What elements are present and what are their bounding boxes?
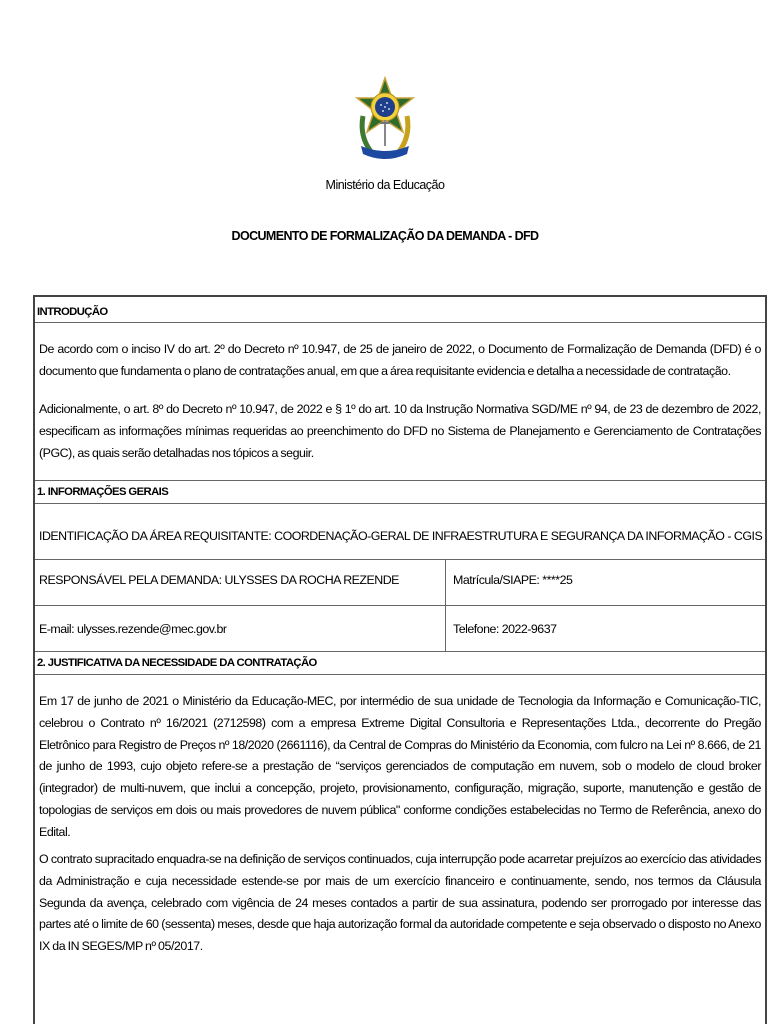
divider xyxy=(35,503,765,504)
intro-paragraph-1: De acordo com o inciso IV do art. 2º do Decreto nº 10.947, de 25 de janeiro de 2022, o Documento de Formalização de Demanda (DFD) é o documento que fundamenta o plano de contratações anual, em que a área requisitante evidencia e detalha a necessidade de contratação. xyxy=(39,342,761,378)
divider xyxy=(35,559,765,560)
divider xyxy=(35,322,765,323)
column-divider xyxy=(445,559,446,651)
section-heading-justificativa: 2. JUSTIFICATIVA DA NECESSIDADE DA CONTRATAÇÃO xyxy=(37,657,317,669)
justification-paragraph-1: Em 17 de junho de 2021 o Ministério da Educação-MEC, por intermédio de sua unidade de Tecnologia da Informação e Comunicação-TIC, celebrou o Contrato nº 16/2021 (2712598) com a empresa Extreme Digital Consultoria e Representações Ltda., decorrente do Pregão Eletrônico para Registro de Preços nº 18/2020 (2661116), da Central de Compras do Ministério da Economia, com fulcro na Lei nº 8.666, de 21 de junho de 1993, cujo objeto refere-se a prestação de “serviços gerenciados de computação em nuvem, sob o modelo de cloud broker (integrador) de multi-nuvem, que inclui a concepção, projeto, provisionamento, configuração, migração, suporte, manutenção e gestão de topologias de serviços em dois ou mais provedores de nuvem pública" conforme condições estabelecidas no Termo de Referência, anexo do Edital. xyxy=(39,694,761,839)
email-field: E-mail: ulysses.rezende@mec.gov.br xyxy=(39,622,227,636)
responsible-person: RESPONSÁVEL PELA DEMANDA: ULYSSES DA ROCHA REZENDE xyxy=(39,573,399,587)
matricula-siape: Matrícula/SIAPE: ****25 xyxy=(453,573,573,587)
divider xyxy=(35,651,765,652)
intro-paragraph-2: Adicionalmente, o art. 8º do Decreto nº 10.947, de 2022 e § 1º do art. 10 da Instrução Normativa SGD/ME nº 94, de 23 de dezembro de 2022, especificam as informações mínimas requeridas ao preenchimento do DFD no Sistema de Planejamento e Gerenciamento de Contratações (PGC), as quais serão detalhadas nos tópicos a seguir. xyxy=(39,402,761,460)
divider xyxy=(35,674,765,675)
section-heading-introducao: INTRODUÇÃO xyxy=(37,306,108,318)
divider xyxy=(35,605,765,606)
ministry-name: Ministério da Educação xyxy=(325,178,445,192)
dfd-form xyxy=(33,295,767,1024)
section-heading-informacoes-gerais: 1. INFORMAÇÕES GERAIS xyxy=(37,486,169,498)
brazil-coat-of-arms-icon xyxy=(355,76,415,170)
document-title: DOCUMENTO DE FORMALIZAÇÃO DA DEMANDA - DFD xyxy=(231,229,539,243)
phone-field: Telefone: 2022-9637 xyxy=(453,622,557,636)
divider xyxy=(35,480,765,481)
justification-paragraph-2: O contrato supracitado enquadra-se na definição de serviços continuados, cuja interrupção pode acarretar prejuízos ao exercício das atividades da Administração e cuja necessidade estende-se por mais de um exercício financeiro e continuamente, sendo, nos termos da Cláusula Segunda da avença, celebrado com vigência de 24 meses contados a partir de sua assinatura, podendo ser prorrogado por interesse das partes até o limite de 60 (sessenta) meses, desde que haja autorização formal da autoridade competente e seja observado o disposto no Anexo IX da IN SEGES/MP nº 05/2017. xyxy=(39,852,761,954)
requesting-area: IDENTIFICAÇÃO DA ÁREA REQUISITANTE: COORDENAÇÃO-GERAL DE INFRAESTRUTURA E SEGURANÇA DA INFORMAÇÃO - CGIS xyxy=(39,529,763,543)
